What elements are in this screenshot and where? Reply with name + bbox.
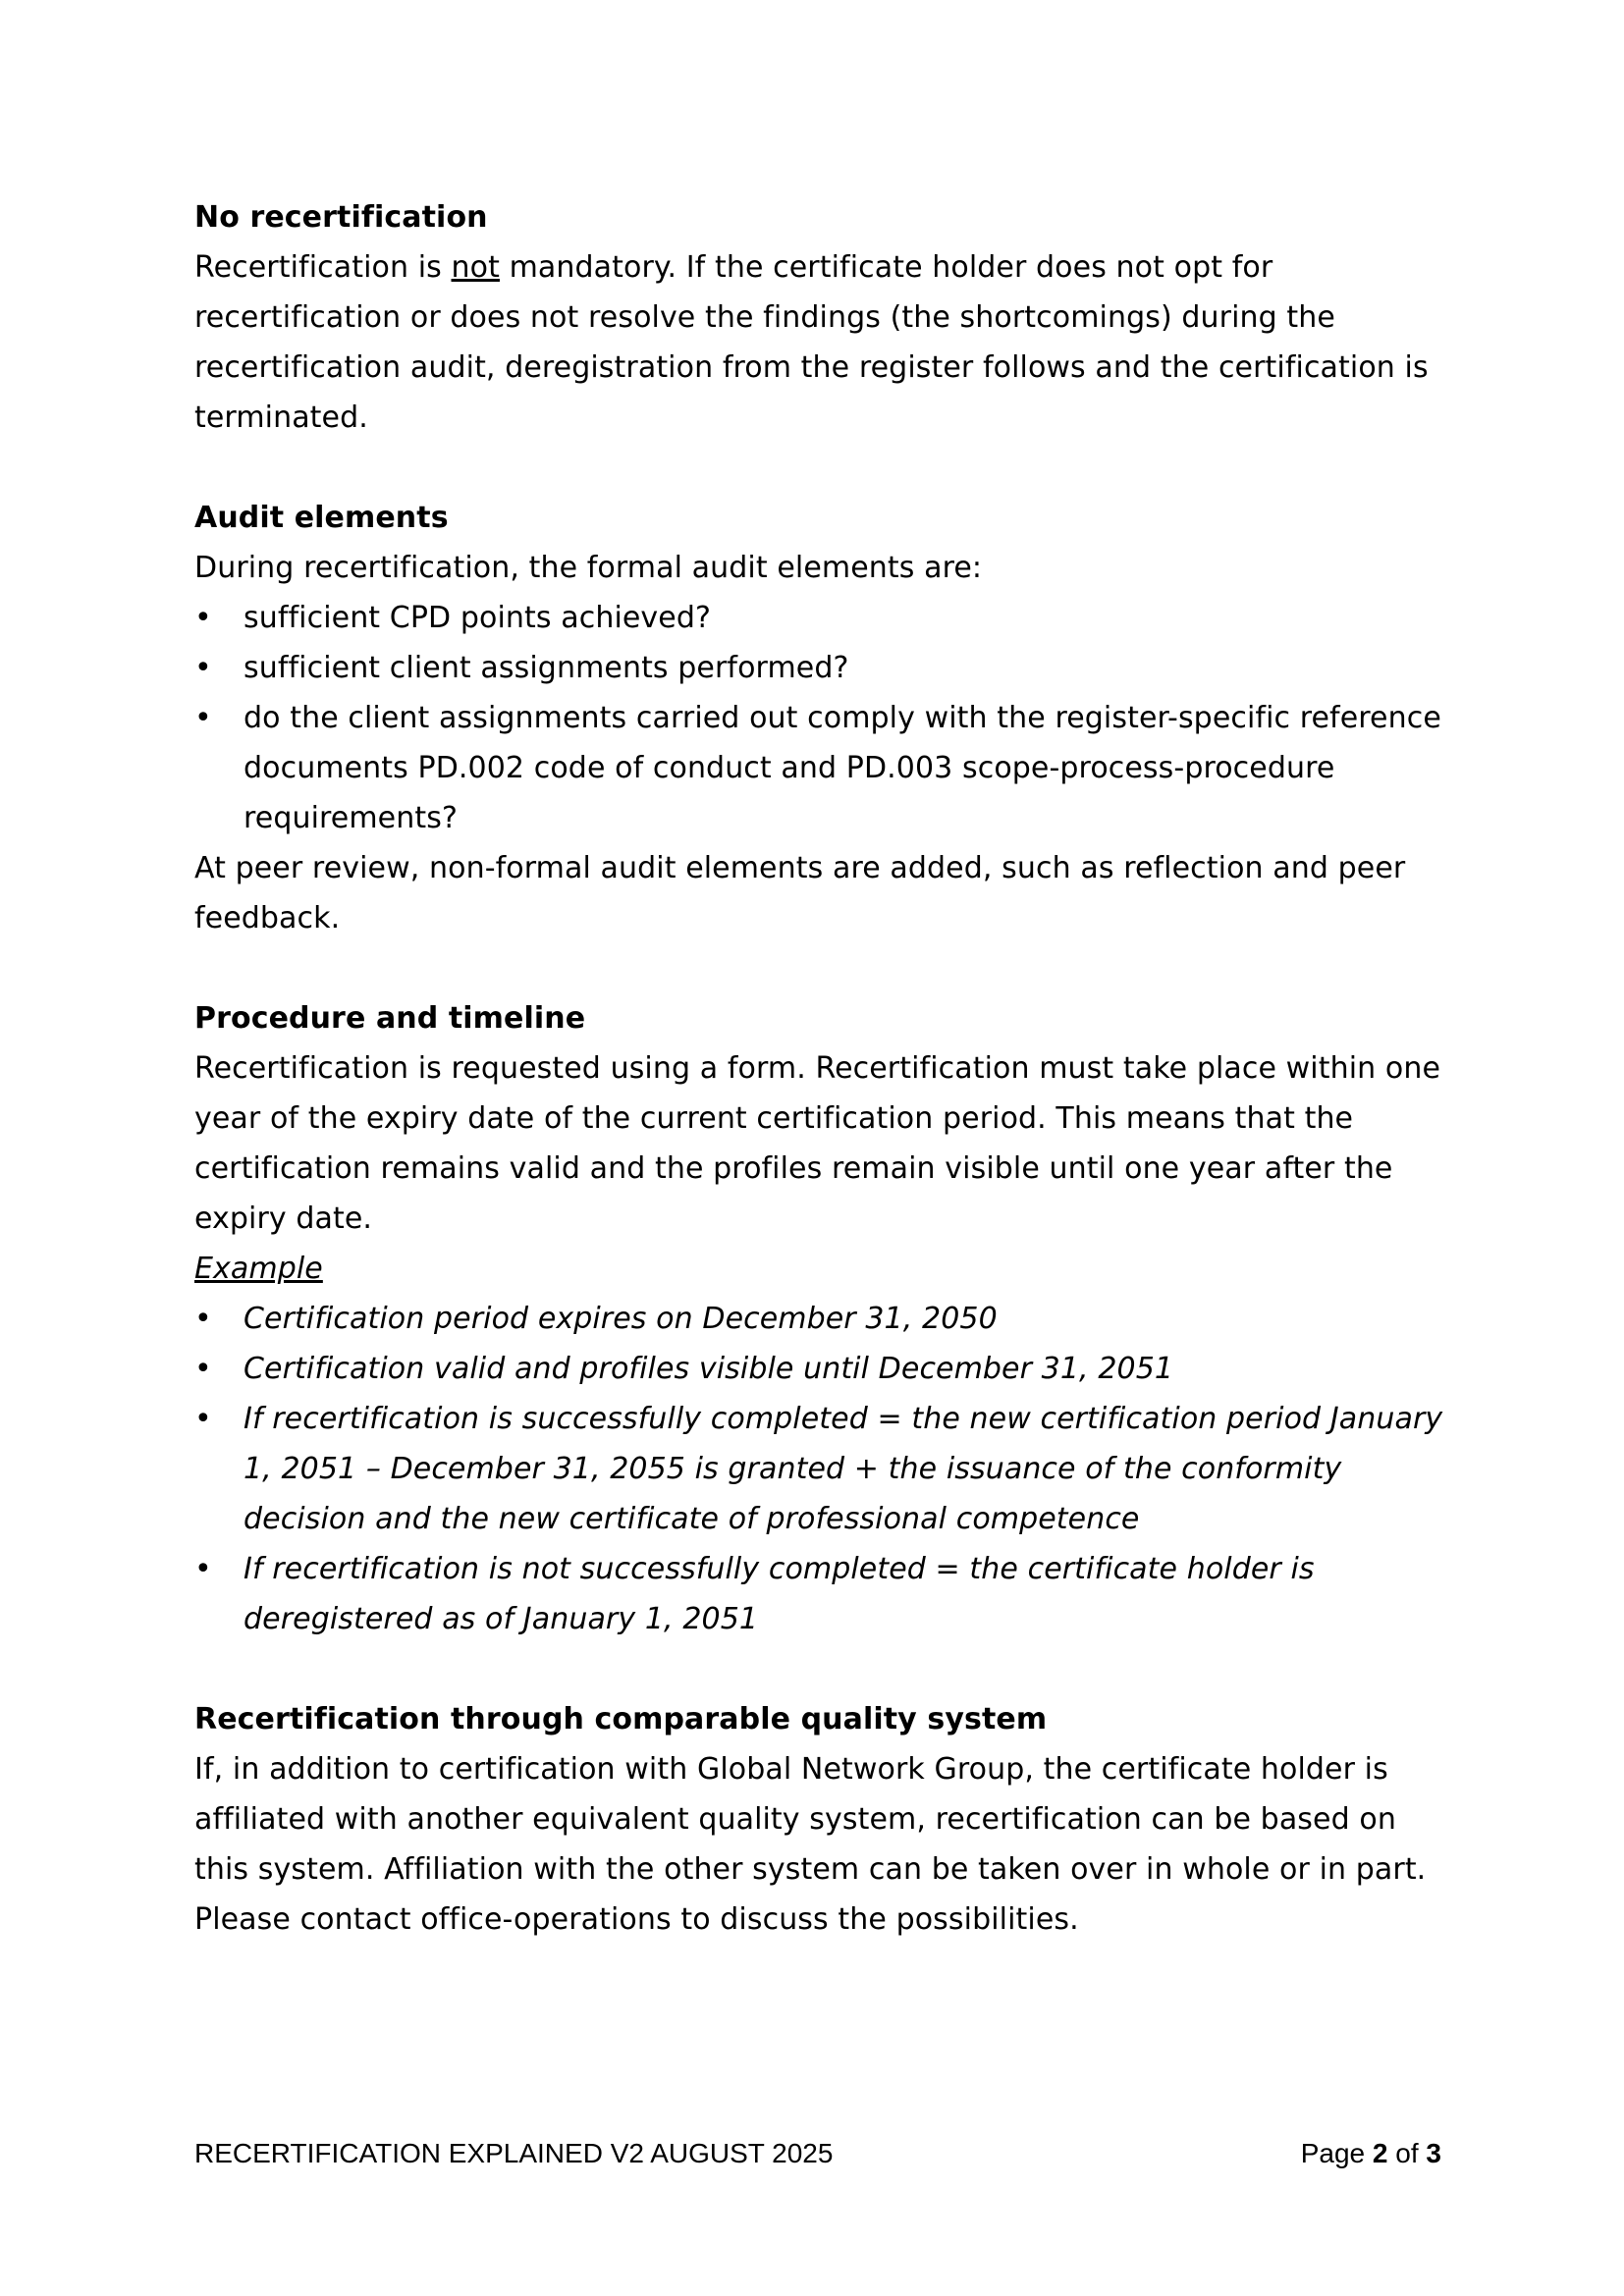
bullet-icon: •: [194, 1552, 212, 1586]
bullet-icon: •: [194, 651, 212, 685]
list-item: [194, 693, 1451, 843]
section-comparable-system: [194, 1694, 1451, 1945]
list-item-text: If recertification is not successfully completed = the certificate holder is deregistered as of January 1, 2051: [244, 1552, 1315, 1636]
footer-document-title: RECERTIFICATION EXPLAINED V2 AUGUST 2025: [194, 2138, 834, 2168]
list-item: [194, 1544, 1451, 1644]
of-word: of: [1395, 2138, 1419, 2168]
page-word: Page: [1300, 2138, 1366, 2168]
heading-procedure: Procedure and timeline: [194, 1001, 586, 1036]
document-body: [194, 192, 1451, 1945]
page-number: [1301, 2136, 1441, 2171]
section-audit-elements: [194, 493, 1451, 943]
list-item-text: If recertification is successfully completed = the new certification period January 1, 2051 – December 31, 2055 is granted + the issuance of the conformity decision and the new certificate of professional competence: [244, 1402, 1443, 1536]
bullet-icon: •: [194, 1402, 212, 1436]
list-item: [194, 1294, 1451, 1344]
list-item-text: do the client assignments carried out comply with the register-specific reference documents PD.002 code of conduct and PD.003 scope-process-procedure requirements?: [244, 701, 1441, 835]
page-footer: [194, 2136, 1441, 2171]
heading-audit-elements: Audit elements: [194, 501, 449, 535]
list-item: [194, 593, 1451, 643]
underlined-word: not: [451, 250, 500, 285]
comparable-paragraph: If, in addition to certification with Global Network Group, the certificate holder is affiliated with another equivalent quality system, recertification can be based on this system. Affiliation with the other system can be taken over in whole or in part. Please contact office-operations to discuss the possibilities.: [194, 1752, 1427, 1937]
heading-comparable-system: Recertification through comparable quality system: [194, 1702, 1048, 1736]
section-no-recertification: [194, 192, 1451, 443]
bullet-icon: •: [194, 701, 212, 735]
page-total: 3: [1426, 2138, 1441, 2168]
audit-elements-list: [194, 593, 1451, 843]
heading-no-recertification: No recertification: [194, 200, 488, 235]
list-item-text: sufficient client assignments performed?: [244, 651, 849, 685]
bullet-icon: •: [194, 1352, 212, 1386]
text-fragment: mandatory. If the certificate holder does not opt for recertification or does not resolve the findings (the shortcomings) during the recertification audit, deregistration from the register follows and the certification is terminated.: [194, 250, 1429, 435]
list-item: [194, 643, 1451, 693]
audit-outro: At peer review, non-formal audit elements are added, such as reflection and peer feedback.: [194, 851, 1406, 935]
section-procedure: [194, 993, 1451, 1644]
bullet-icon: •: [194, 1302, 212, 1336]
example-label: Example: [194, 1252, 323, 1286]
list-item: [194, 1344, 1451, 1394]
audit-intro: During recertification, the formal audit elements are:: [194, 551, 983, 585]
list-item-text: Certification period expires on December 31, 2050: [244, 1302, 998, 1336]
procedure-paragraph: Recertification is requested using a form. Recertification must take place within one year of the expiry date of the current certification period. This means that the certification remains valid and the profiles remain visible until one year after the expiry date.: [194, 1051, 1441, 1236]
bullet-icon: •: [194, 601, 212, 635]
text-fragment: Recertification is: [194, 250, 452, 285]
paragraph-no-recertification: [194, 242, 1451, 443]
list-item-text: Certification valid and profiles visible until December 31, 2051: [244, 1352, 1174, 1386]
list-item-text: sufficient CPD points achieved?: [244, 601, 712, 635]
page-current: 2: [1372, 2138, 1388, 2168]
list-item: [194, 1394, 1451, 1544]
example-list: [194, 1294, 1451, 1644]
